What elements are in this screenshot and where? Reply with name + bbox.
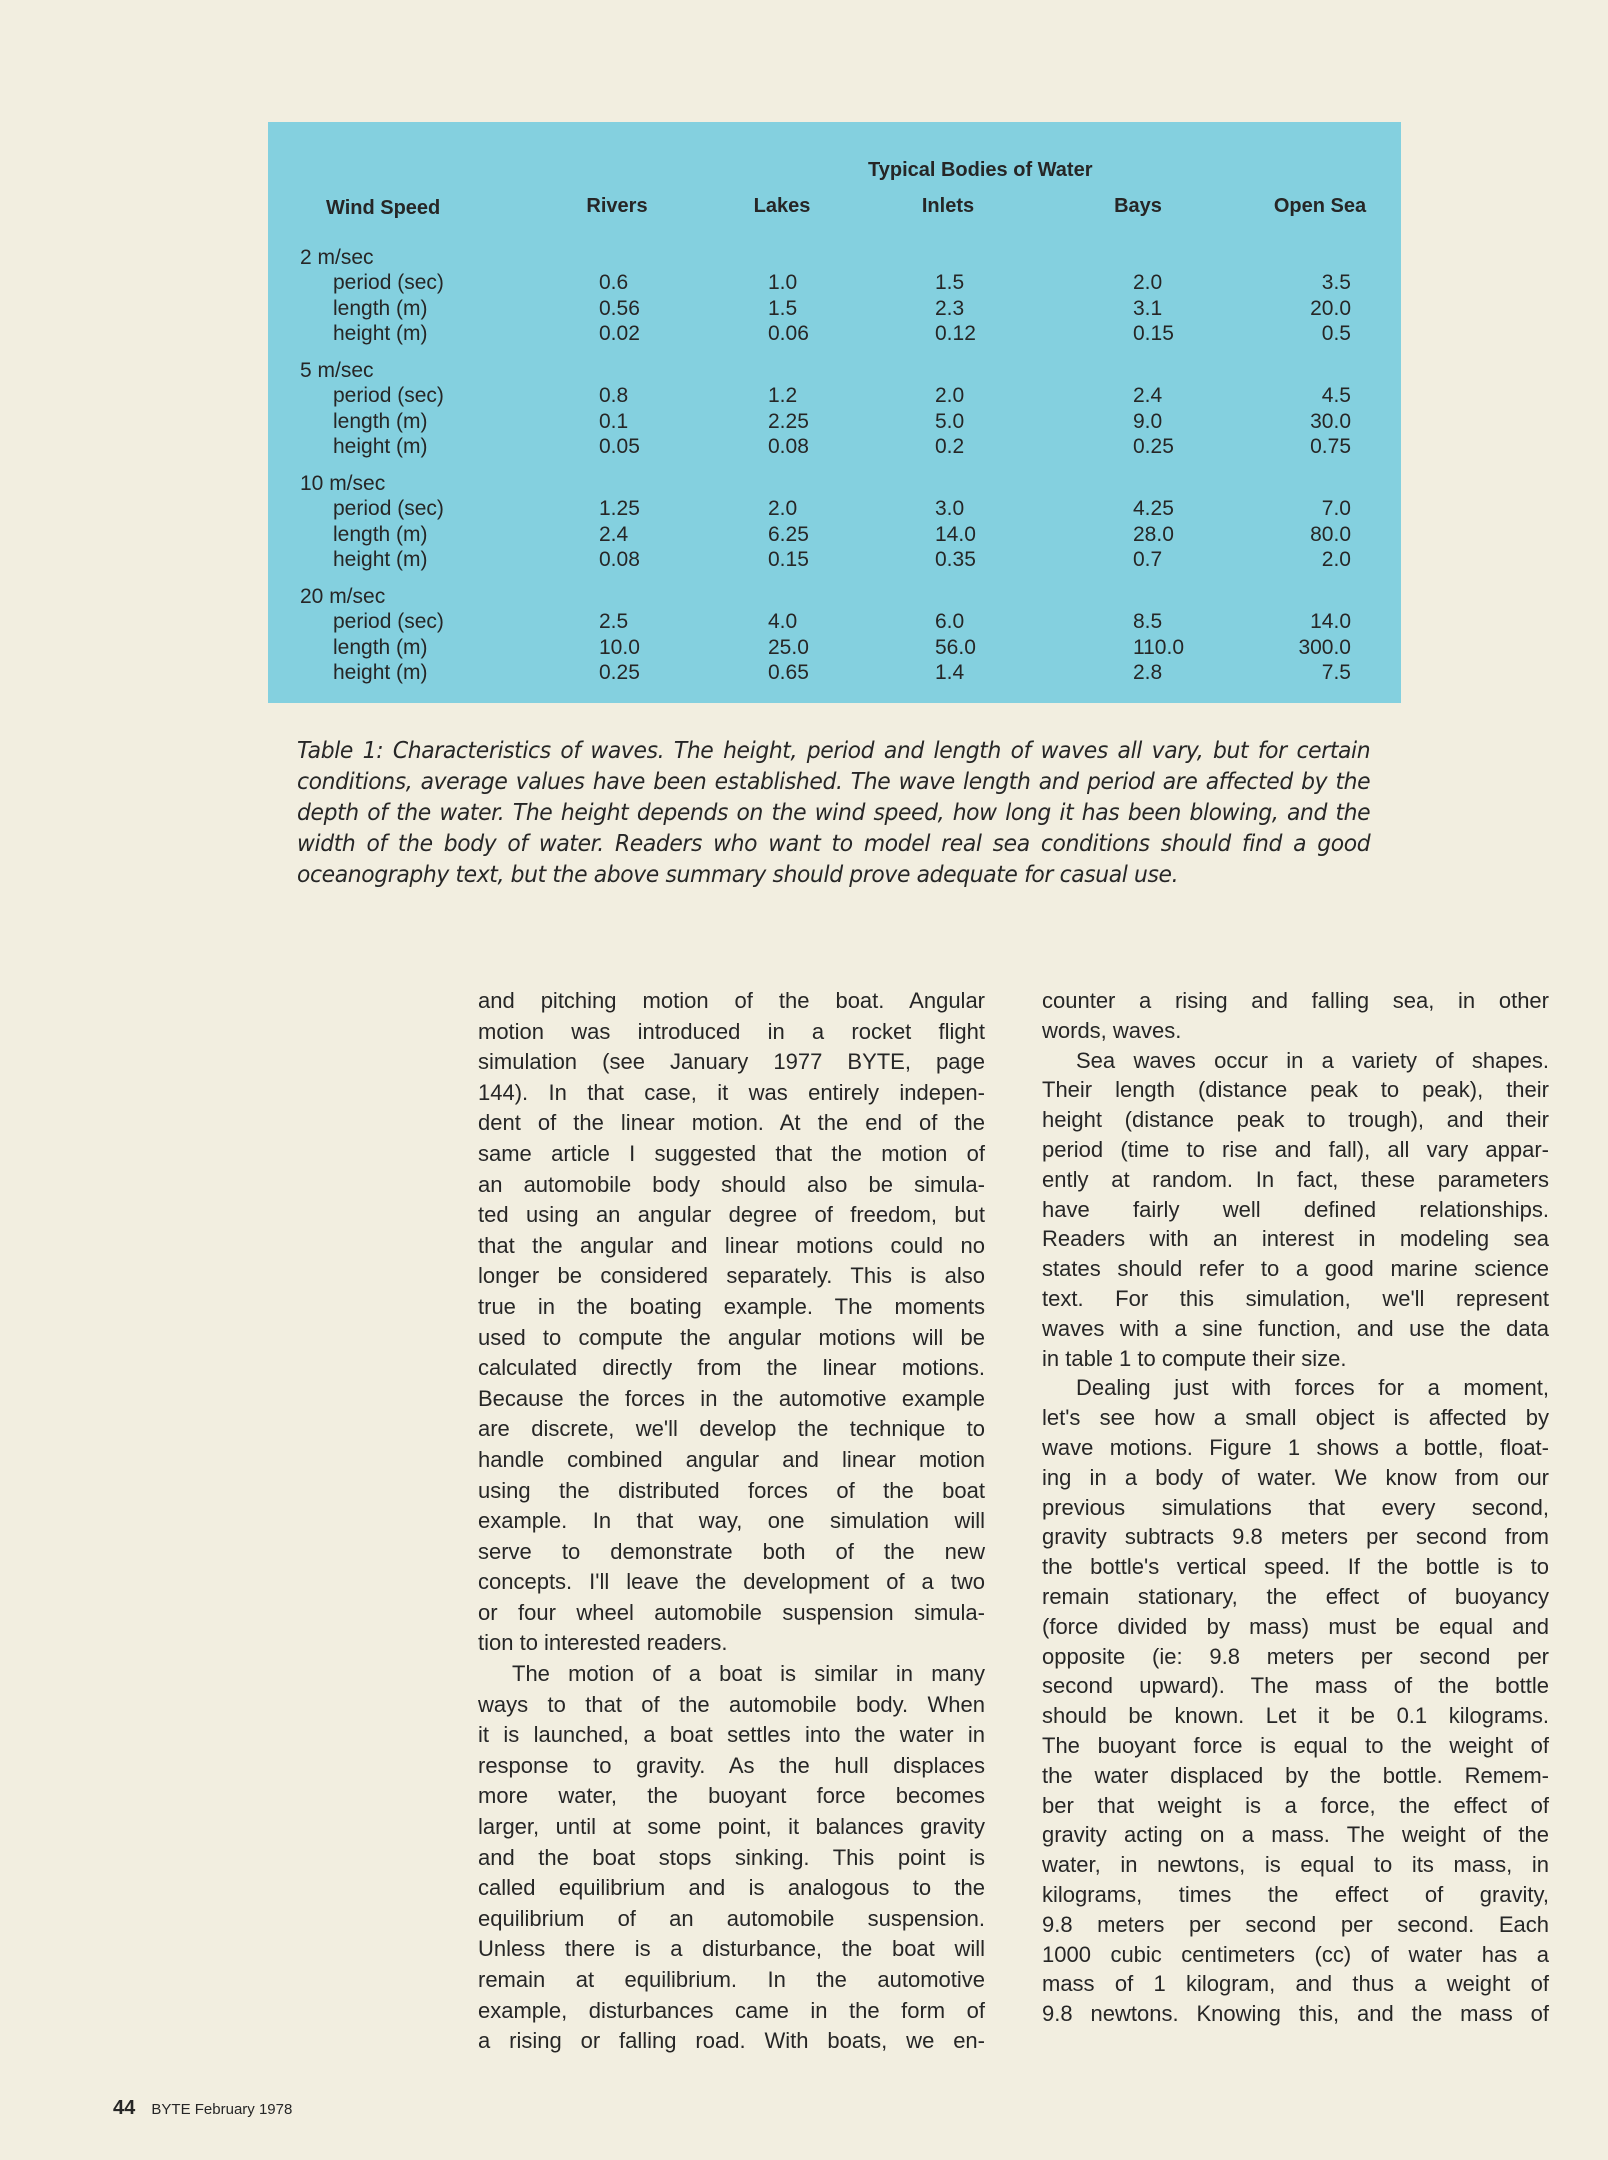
text-line: water, in newtons, is equal to its mass, in bbox=[1042, 1852, 1549, 1878]
text-line: words, waves. bbox=[1042, 1017, 1182, 1043]
text-line: same article I suggested that the motion of bbox=[478, 1140, 985, 1166]
text-line: it is launched, a boat settles into the water in bbox=[478, 1722, 985, 1748]
table-cell: 1.2 bbox=[768, 384, 798, 407]
column-header-0: Rivers bbox=[586, 195, 648, 217]
text-line: dent of the linear motion. At the end of the bbox=[478, 1110, 985, 1136]
text-line: gravity subtracts 9.8 meters per second from bbox=[1042, 1524, 1549, 1550]
table-cell: 0.56 bbox=[599, 296, 640, 320]
text-line: or four wheel automobile suspension simula- bbox=[478, 1599, 985, 1625]
text-line: The motion of a boat is similar in many bbox=[512, 1661, 985, 1687]
wave-characteristics-table bbox=[268, 122, 1401, 703]
text-line: Dealing just with forces for a moment, bbox=[1076, 1375, 1549, 1401]
row-label: length (m) bbox=[333, 635, 428, 659]
row-label: height (m) bbox=[333, 322, 428, 345]
text-line: The buoyant force is equal to the weight of bbox=[1042, 1732, 1549, 1758]
table-cell: 0.75 bbox=[1310, 435, 1351, 458]
table-cell: 3.1 bbox=[1133, 296, 1163, 320]
article-column-left bbox=[478, 986, 985, 2057]
table-cell: 2.0 bbox=[935, 384, 965, 407]
table-cell: 2.25 bbox=[768, 409, 809, 433]
table-cell: 0.25 bbox=[1133, 435, 1174, 458]
text-line: period (time to rise and fall), all vary appar- bbox=[1042, 1136, 1549, 1162]
text-line: longer be considered separately. This is also bbox=[478, 1263, 985, 1289]
text-line: true in the boating example. The moments bbox=[478, 1293, 985, 1319]
table-cell: 0.7 bbox=[1133, 548, 1163, 571]
text-line: Because the forces in the automotive example bbox=[478, 1385, 985, 1411]
publication-info: BYTE February 1978 bbox=[151, 2101, 293, 2118]
table-cell: 0.2 bbox=[935, 435, 965, 458]
column-header-3: Bays bbox=[1114, 195, 1162, 217]
table-cell: 10.0 bbox=[599, 635, 640, 659]
text-line: example, disturbances came in the form of bbox=[478, 1997, 985, 2023]
text-line: Their length (distance peak to peak), their bbox=[1042, 1077, 1549, 1103]
table-cell: 7.5 bbox=[1321, 661, 1351, 684]
text-line: concepts. I'll leave the development of a two bbox=[478, 1569, 985, 1595]
row-label: period (sec) bbox=[333, 610, 444, 633]
text-line: ently at random. In fact, these parameters bbox=[1042, 1166, 1549, 1192]
text-line: ways to that of the automobile body. When bbox=[478, 1691, 985, 1717]
table-cell: 7.0 bbox=[1321, 497, 1351, 520]
table-cell: 0.15 bbox=[768, 548, 809, 571]
row-label: length (m) bbox=[333, 522, 428, 546]
text-line: ing in a body of water. We know from our bbox=[1042, 1464, 1549, 1490]
wind-speed-group-label: 20 m/sec bbox=[300, 585, 386, 608]
row-label: length (m) bbox=[333, 296, 428, 320]
text-line: that the angular and linear motions could no bbox=[478, 1232, 985, 1258]
text-line: second upward). The mass of the bottle bbox=[1042, 1673, 1549, 1699]
table-cell: 2.4 bbox=[599, 522, 629, 546]
table-cell: 1.0 bbox=[768, 271, 798, 294]
text-line: states should refer to a good marine science bbox=[1042, 1256, 1549, 1282]
text-line: calculated directly from the linear motions. bbox=[478, 1355, 985, 1381]
text-line: 144). In that case, it was entirely indepen- bbox=[478, 1079, 985, 1105]
table-cell: 9.0 bbox=[1133, 409, 1163, 433]
text-line: tion to interested readers. bbox=[478, 1630, 728, 1656]
table-cell: 2.0 bbox=[1321, 548, 1351, 571]
table-cell: 110.0 bbox=[1133, 635, 1184, 659]
table-cell: 0.02 bbox=[599, 322, 640, 345]
text-line: handle combined angular and linear motion bbox=[478, 1446, 985, 1472]
table-cell: 1.5 bbox=[935, 271, 965, 294]
table-cell: 1.5 bbox=[768, 296, 798, 320]
table-cell: 2.8 bbox=[1133, 661, 1163, 684]
table-cell: 2.0 bbox=[1133, 271, 1163, 294]
row-label: period (sec) bbox=[333, 497, 444, 520]
text-line: wave motions. Figure 1 shows a bottle, float- bbox=[1042, 1434, 1549, 1460]
table-cell: 0.12 bbox=[935, 322, 976, 345]
table-cell: 4.5 bbox=[1321, 384, 1351, 407]
text-line: counter a rising and falling sea, in other bbox=[1042, 988, 1549, 1013]
row-label: length (m) bbox=[333, 409, 428, 433]
table-cell: 0.8 bbox=[599, 384, 629, 407]
text-line: motion was introduced in a rocket flight bbox=[478, 1018, 985, 1044]
row-label: period (sec) bbox=[333, 271, 444, 294]
table-cell: 1.4 bbox=[935, 661, 965, 684]
table-caption: Table 1: Characteristics of waves. The height, period and length of waves all vary, but for certain conditions, average values have been established. The wave length and period are affected by the depth of the water. The height depends on the wind speed, how long it has been blowing, and the width of the body of water. Readers who want to model real sea conditions should find a good oceanography text, but the above summary should prove adequate for casual use. bbox=[297, 736, 1371, 888]
text-line: kilograms, times the effect of gravity, bbox=[1042, 1881, 1549, 1907]
column-header-2: Inlets bbox=[921, 195, 975, 217]
table-cell: 0.15 bbox=[1133, 322, 1174, 345]
text-line: Sea waves occur in a variety of shapes. bbox=[1076, 1047, 1549, 1073]
text-line: 9.8 newtons. Knowing this, and the mass of bbox=[1042, 2001, 1549, 2027]
text-line: gravity acting on a mass. The weight of the bbox=[1042, 1822, 1549, 1848]
table-cell: 14.0 bbox=[1310, 610, 1351, 633]
text-line: larger, until at some point, it balances gravity bbox=[478, 1814, 985, 1840]
text-line: and pitching motion of the boat. Angular bbox=[478, 988, 985, 1013]
table-row-header: Wind Speed bbox=[326, 197, 441, 219]
table-cell: 0.6 bbox=[599, 271, 629, 294]
text-line: and the boat stops sinking. This point is bbox=[478, 1844, 985, 1870]
text-line: the bottle's vertical speed. If the bottle is to bbox=[1042, 1554, 1549, 1580]
text-line: 1000 cubic centimeters (cc) of water has a bbox=[1042, 1941, 1549, 1967]
table-cell: 0.06 bbox=[768, 322, 809, 345]
text-line: simulation (see January 1977 BYTE, page bbox=[478, 1049, 985, 1075]
table-cell: 20.0 bbox=[1310, 296, 1351, 320]
table-cell: 0.35 bbox=[935, 548, 976, 571]
table-cell: 80.0 bbox=[1310, 522, 1351, 546]
text-line: response to gravity. As the hull displaces bbox=[478, 1752, 985, 1778]
text-line: mass of 1 kilogram, and thus a weight of bbox=[1042, 1971, 1549, 1997]
table-cell: 0.08 bbox=[768, 435, 809, 458]
table-cell: 2.5 bbox=[599, 610, 629, 633]
table-cell: 2.4 bbox=[1133, 384, 1163, 407]
table-cell: 14.0 bbox=[935, 522, 976, 546]
text-line: remain stationary, the effect of buoyancy bbox=[1042, 1583, 1549, 1609]
text-line: remain at equilibrium. In the automotive bbox=[478, 1967, 985, 1992]
wind-speed-group-label: 10 m/sec bbox=[300, 472, 386, 495]
table-cell: 4.0 bbox=[768, 610, 798, 633]
page-number: 44 bbox=[113, 2097, 136, 2119]
text-line: a rising or falling road. With boats, we en- bbox=[478, 2028, 985, 2054]
text-line: let's see how a small object is affected by bbox=[1042, 1405, 1549, 1431]
row-label: height (m) bbox=[333, 661, 428, 684]
table-cell: 0.65 bbox=[768, 661, 809, 684]
table-cell: 25.0 bbox=[768, 635, 809, 659]
text-line: serve to demonstrate both of the new bbox=[478, 1538, 985, 1564]
table-cell: 30.0 bbox=[1310, 409, 1351, 433]
table-cell: 0.5 bbox=[1321, 322, 1351, 345]
text-line: ted using an angular degree of freedom, but bbox=[478, 1202, 985, 1228]
text-line: equilibrium of an automobile suspension. bbox=[478, 1905, 985, 1931]
text-line: text. For this simulation, we'll represent bbox=[1042, 1285, 1549, 1311]
text-line: previous simulations that every second, bbox=[1042, 1494, 1549, 1520]
table-cell: 0.08 bbox=[599, 548, 640, 571]
text-line: an automobile body should also be simula- bbox=[478, 1171, 985, 1197]
text-line: in table 1 to compute their size. bbox=[1042, 1345, 1347, 1371]
table-cell: 2.3 bbox=[935, 296, 965, 320]
table-cell: 4.25 bbox=[1133, 497, 1174, 520]
table-cell: 56.0 bbox=[935, 635, 976, 659]
row-label: height (m) bbox=[333, 435, 428, 458]
table-cell: 3.0 bbox=[935, 497, 965, 520]
text-line: Unless there is a disturbance, the boat will bbox=[478, 1936, 985, 1962]
text-line: used to compute the angular motions will be bbox=[478, 1324, 985, 1350]
table-cell: 5.0 bbox=[935, 409, 965, 433]
row-label: period (sec) bbox=[333, 384, 444, 407]
wind-speed-group-label: 2 m/sec bbox=[300, 246, 374, 269]
text-line: the water displaced by the bottle. Remem- bbox=[1042, 1762, 1549, 1788]
text-line: ber that weight is a force, the effect of bbox=[1042, 1792, 1549, 1818]
text-line: height (distance peak to trough), and their bbox=[1042, 1107, 1549, 1133]
text-line: waves with a sine function, and use the data bbox=[1042, 1315, 1549, 1341]
table-cell: 3.5 bbox=[1321, 271, 1351, 294]
column-header-4: Open Sea bbox=[1273, 195, 1367, 217]
table-cell: 2.0 bbox=[768, 497, 798, 520]
table-super-header: Typical Bodies of Water bbox=[868, 159, 1093, 181]
wind-speed-group-label: 5 m/sec bbox=[300, 359, 374, 382]
text-line: 9.8 meters per second per second. Each bbox=[1042, 1911, 1549, 1937]
table-cell: 0.25 bbox=[599, 661, 640, 684]
article-column-right bbox=[1042, 986, 1549, 2029]
text-line: (force divided by mass) must be equal and bbox=[1042, 1613, 1549, 1639]
text-line: should be known. Let it be 0.1 kilograms. bbox=[1042, 1703, 1549, 1729]
text-line: have fairly well defined relationships. bbox=[1042, 1196, 1549, 1222]
table-cell: 8.5 bbox=[1133, 610, 1163, 633]
text-line: Readers with an interest in modeling sea bbox=[1042, 1226, 1549, 1252]
row-label: height (m) bbox=[333, 548, 428, 571]
text-line: are discrete, we'll develop the technique to bbox=[478, 1416, 985, 1442]
column-header-1: Lakes bbox=[753, 195, 811, 217]
table-cell: 6.0 bbox=[935, 610, 965, 633]
text-line: using the distributed forces of the boat bbox=[478, 1477, 985, 1503]
text-line: called equilibrium and is analogous to the bbox=[478, 1875, 985, 1901]
table-cell: 300.0 bbox=[1298, 635, 1351, 659]
table-cell: 0.05 bbox=[599, 435, 640, 458]
table-cell: 6.25 bbox=[768, 522, 809, 546]
table-cell: 28.0 bbox=[1133, 522, 1174, 546]
page-footer bbox=[113, 2097, 292, 2120]
text-line: opposite (ie: 9.8 meters per second per bbox=[1042, 1643, 1549, 1669]
table-cell: 1.25 bbox=[599, 497, 640, 520]
text-line: more water, the buoyant force becomes bbox=[478, 1783, 985, 1809]
table-cell: 0.1 bbox=[599, 409, 629, 433]
text-line: example. In that way, one simulation will bbox=[478, 1508, 985, 1534]
